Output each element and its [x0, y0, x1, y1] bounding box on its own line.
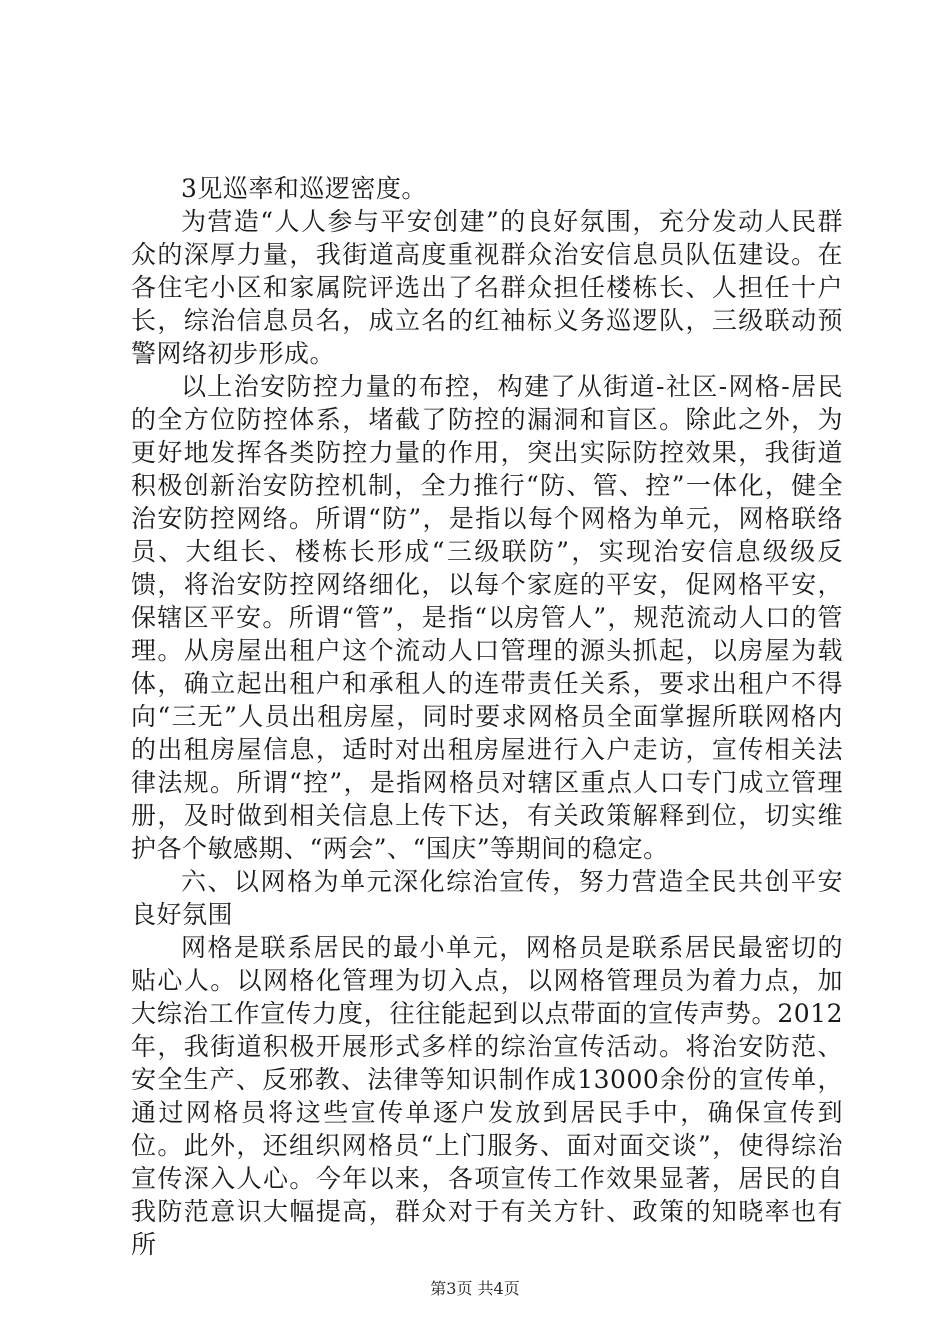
paragraph-5: 网格是联系居民的最小单元，网格员是联系居民最密切的贴心人。以网格化管理为切入点，以网格管理员为着力点，加大综治工作宣传力度，往往能起到以点带面的宣传声势。2012年，我街道积极开展形式多样的综治宣传活动。将治安防范、安全生产、反邪教、法律等知识制作成13000余份的宣传单，通过网格员将这些宣传单逐户发放到居民手中，确保宣传到位。此外，还组织网格员“上门服务、面对面交谈”，使得综治宣传深入人心。今年以来，各项宣传工作效果显著，居民的自我防范意识大幅提高，群众对于有关方针、政策的知晓率也有所	[131, 933, 843, 1259]
page-number-footer: 第3页 共4页	[430, 1279, 520, 1298]
paragraph-2: 为营造“人人参与平安创建”的良好氛围，充分发动人民群众的深厚力量，我街道高度重视群众治安信息员队伍建设。在各住宅小区和家属院评选出了名群众担任楼栋长、人担任十户长，综治信息员名，成立名的红袖标义务巡逻队，三级联动预警网络初步形成。	[131, 207, 843, 368]
paragraph-3: 以上治安防控力量的布控，构建了从街道-社区-网格-居民的全方位防控体系，堵截了防控的漏洞和盲区。除此之外，为更好地发挥各类防控力量的作用，突出实际防控效果，我街道积极创新治安防控机制，全力推行“防、管、控”一体化，健全治安防控网络。所谓“防”，是指以每个网格为单元，网格联络员、大组长、楼栋长形成“三级联防”，实现治安信息级级反馈，将治安防控网络细化，以每个家庭的平安，促网格平安，保辖区平安。所谓“管”，是指“以房管人”，规范流动人口的管理。从房屋出租户这个流动人口管理的源头抓起，以房屋为载体，确立起出租户和承租人的连带责任关系，要求出租户不得向“三无”人员出租房屋，同时要求网格员全面掌握所联网格内的出租房屋信息，适时对出租房屋进行入户走访，宣传相关法律法规。所谓“控”，是指网格员对辖区重点人口专门成立管理册，及时做到相关信息上传下达，有关政策解释到位，切实维护各个敏感期、“两会”、“国庆”等期间的稳定。	[131, 372, 843, 863]
section-heading: 六、以网格为单元深化综治宣传，努力营造全民共创平安良好氛围	[131, 867, 843, 929]
document-body	[131, 172, 843, 1261]
paragraph-1: 3见巡率和巡逻密度。	[181, 174, 427, 203]
